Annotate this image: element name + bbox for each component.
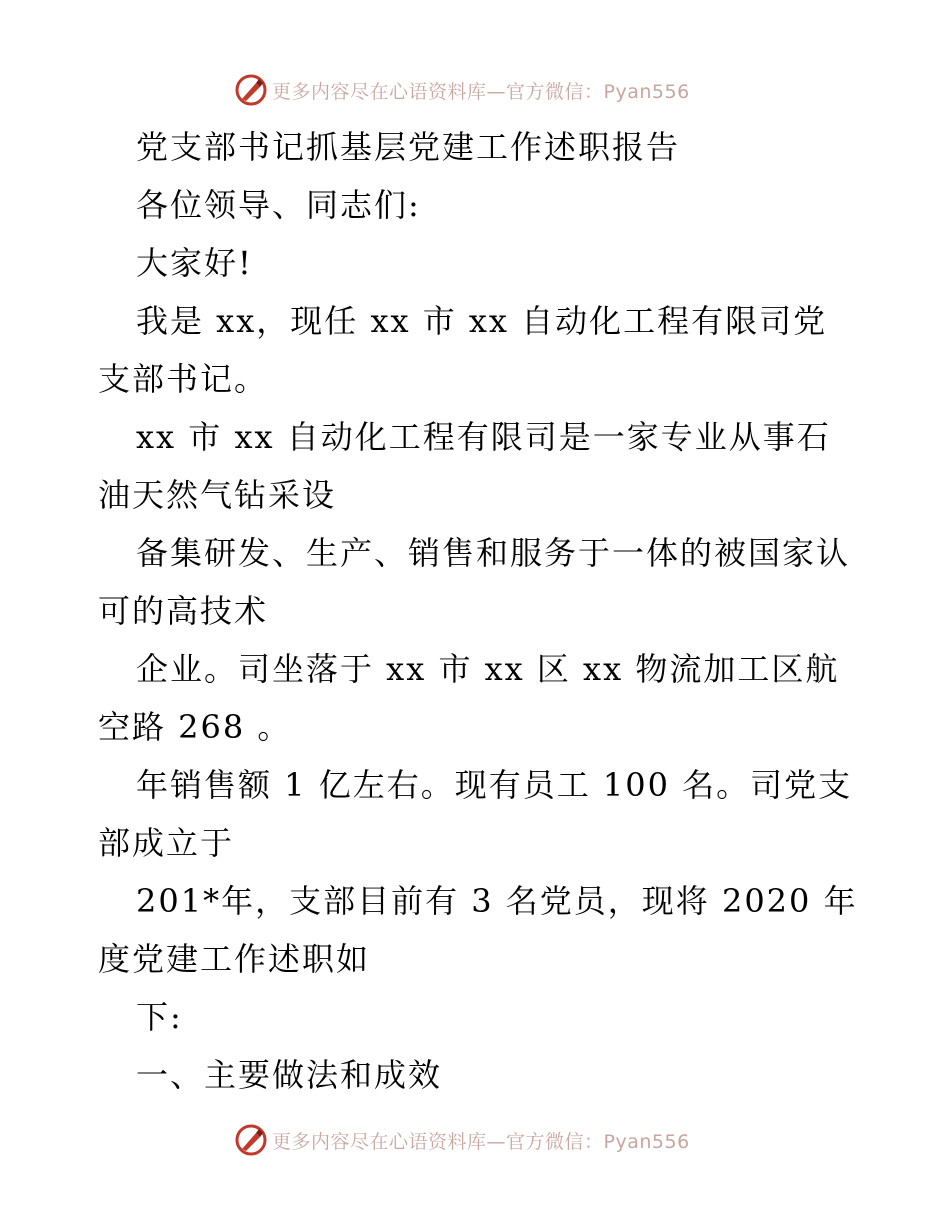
text-line: 下: [136, 998, 183, 1036]
text-line: 度党建工作述职如 [98, 940, 371, 978]
text-line: 大家好! [136, 244, 253, 282]
text-line: 一、主要做法和成效 [136, 1056, 443, 1094]
text-line: 我是 xx，现任 xx 市 xx 自动化工程有限司党 [136, 302, 828, 340]
watermark-text: 更多内容尽在心语资料库—官方微信：Pyan556 [272, 1130, 690, 1153]
text-line: 各位领导、同志们: [136, 186, 421, 224]
text-line: 备集研发、生产、销售和服务于一体的被国家认 [136, 534, 851, 572]
text-line: 可的高技术 [98, 592, 269, 630]
text-line: 企业。司坐落于 xx 市 xx 区 xx 物流加工区航 [136, 650, 840, 688]
pen-nib-logo-icon [234, 1123, 268, 1157]
text-line: 支部书记。 [98, 360, 269, 398]
text-line: 党支部书记抓基层党建工作述职报告 [136, 128, 681, 166]
text-line: 部成立于 [98, 824, 235, 862]
text-line: 空路 268 。 [98, 708, 292, 746]
footer-watermark [234, 1120, 690, 1160]
header-watermark [234, 70, 690, 110]
text-line: xx 市 xx 自动化工程有限司是一家专业从事石 [136, 418, 831, 456]
watermark-text: 更多内容尽在心语资料库—官方微信：Pyan556 [272, 80, 690, 103]
pen-nib-logo-icon [234, 73, 268, 107]
text-line: 年销售额 1 亿左右。现有员工 100 名。司党支 [136, 766, 853, 804]
document-body [98, 118, 858, 1104]
text-line: 油天然气钻采设 [98, 476, 337, 514]
text-line: 201*年，支部目前有 3 名党员，现将 2020 年 [136, 882, 858, 920]
